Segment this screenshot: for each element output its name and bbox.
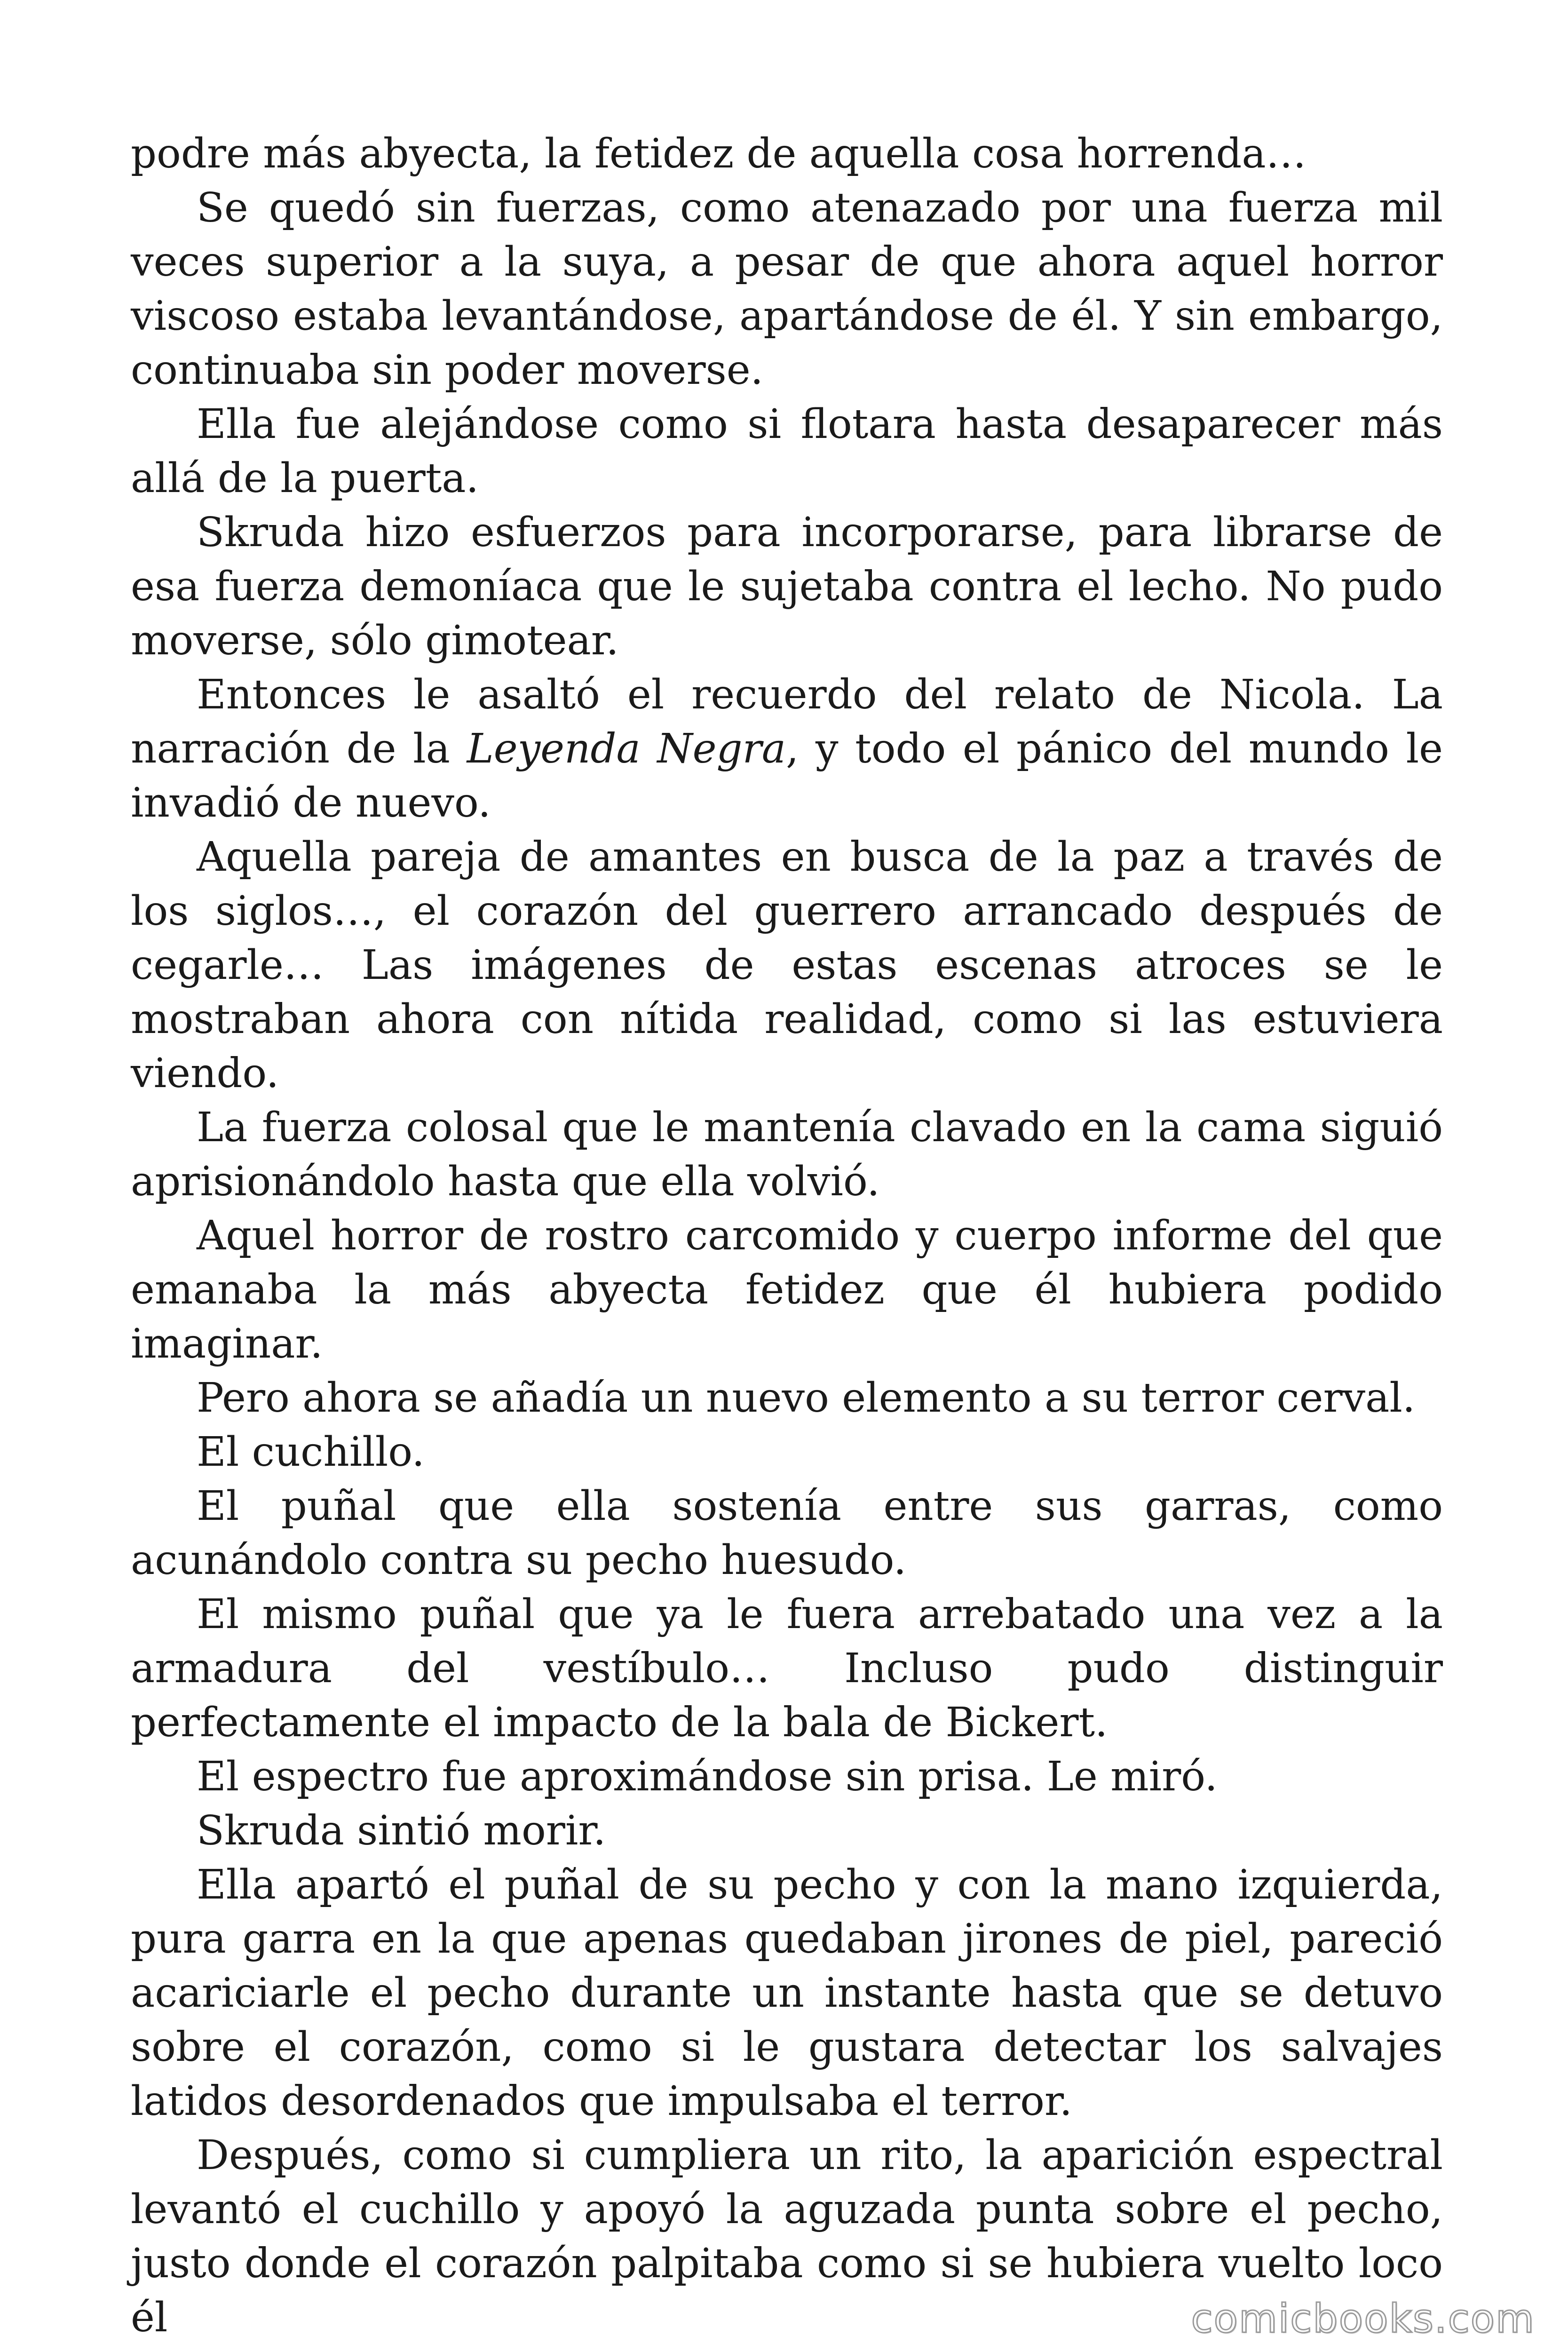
paragraph-5-before: Entonces le asaltó el recuerdo del relato de Nicola. La narración de la xyxy=(131,671,1443,772)
paragraph-8: Aquel horror de rostro carcomido y cuerpo informe del que emanaba la más abyecta fetidez que él hubiera podido imaginar. xyxy=(131,1212,1443,1367)
paragraph-3: Ella fue alejándose como si flotara hasta desaparecer más allá de la puerta. xyxy=(131,401,1443,502)
paragraph-14: Skruda sintió morir. xyxy=(197,1807,606,1854)
paragraph-15: Ella apartó el puñal de su pecho y con la mano izquierda, pura garra en la que apenas quedaban jirones de piel, pareció acariciarle el pecho durante un instante hasta que se detuvo sobre el corazón, como si le gustara detectar los salvajes latidos desordenados que impulsaba el terror. xyxy=(131,1861,1443,2125)
paragraph-6: Aquella pareja de amantes en busca de la paz a través de los siglos…, el corazón del guerrero arrancado después de cegarle… Las imágenes de estas escenas atroces se le mostraban ahora con nítida realidad, como si las estuviera viendo. xyxy=(131,834,1443,1097)
paragraph-5 xyxy=(131,668,1443,830)
watermark: comicbooks.com xyxy=(1191,2296,1535,2342)
paragraph-13: El espectro fue aproximándose sin prisa. Le miró. xyxy=(197,1753,1218,1800)
paragraph-5-title: Leyenda Negra xyxy=(467,725,786,772)
paragraph-4: Skruda hizo esfuerzos para incorporarse, para librarse de esa fuerza demoníaca que le sujetaba contra el lecho. No pudo moverse, sólo gimotear. xyxy=(131,509,1443,664)
paragraph-16: Después, como si cumpliera un rito, la aparición espectral levantó el cuchillo y apoyó la aguzada punta sobre el pecho, justo donde el corazón palpitaba como si se hubiera vuelto loco él xyxy=(131,2132,1443,2341)
page-text xyxy=(131,127,1443,2345)
paragraph-10: El cuchillo. xyxy=(197,1429,425,1476)
paragraph-5-after: , y todo el pánico del mundo le invadió de nuevo. xyxy=(131,725,1443,826)
paragraph-2: Se quedó sin fuerzas, como atenazado por una fuerza mil veces superior a la suya, a pesar de que ahora aquel horror viscoso estaba levantándose, apartándose de él. Y sin embargo, continuaba sin poder moverse. xyxy=(131,184,1443,394)
paragraph-7: La fuerza colosal que le mantenía clavado en la cama siguió aprisionándolo hasta que ella volvió. xyxy=(131,1104,1443,1205)
paragraph-1: podre más abyecta, la fetidez de aquella cosa horrenda… xyxy=(131,130,1307,177)
paragraph-11: El puñal que ella sostenía entre sus garras, como acunándolo contra su pecho huesudo. xyxy=(131,1483,1443,1584)
paragraph-9: Pero ahora se añadía un nuevo elemento a su terror cerval. xyxy=(197,1375,1416,1422)
paragraph-12: El mismo puñal que ya le fuera arrebatado una vez a la armadura del vestíbulo… Incluso pudo distinguir perfectamente el impacto de la bala de Bickert. xyxy=(131,1591,1443,1746)
